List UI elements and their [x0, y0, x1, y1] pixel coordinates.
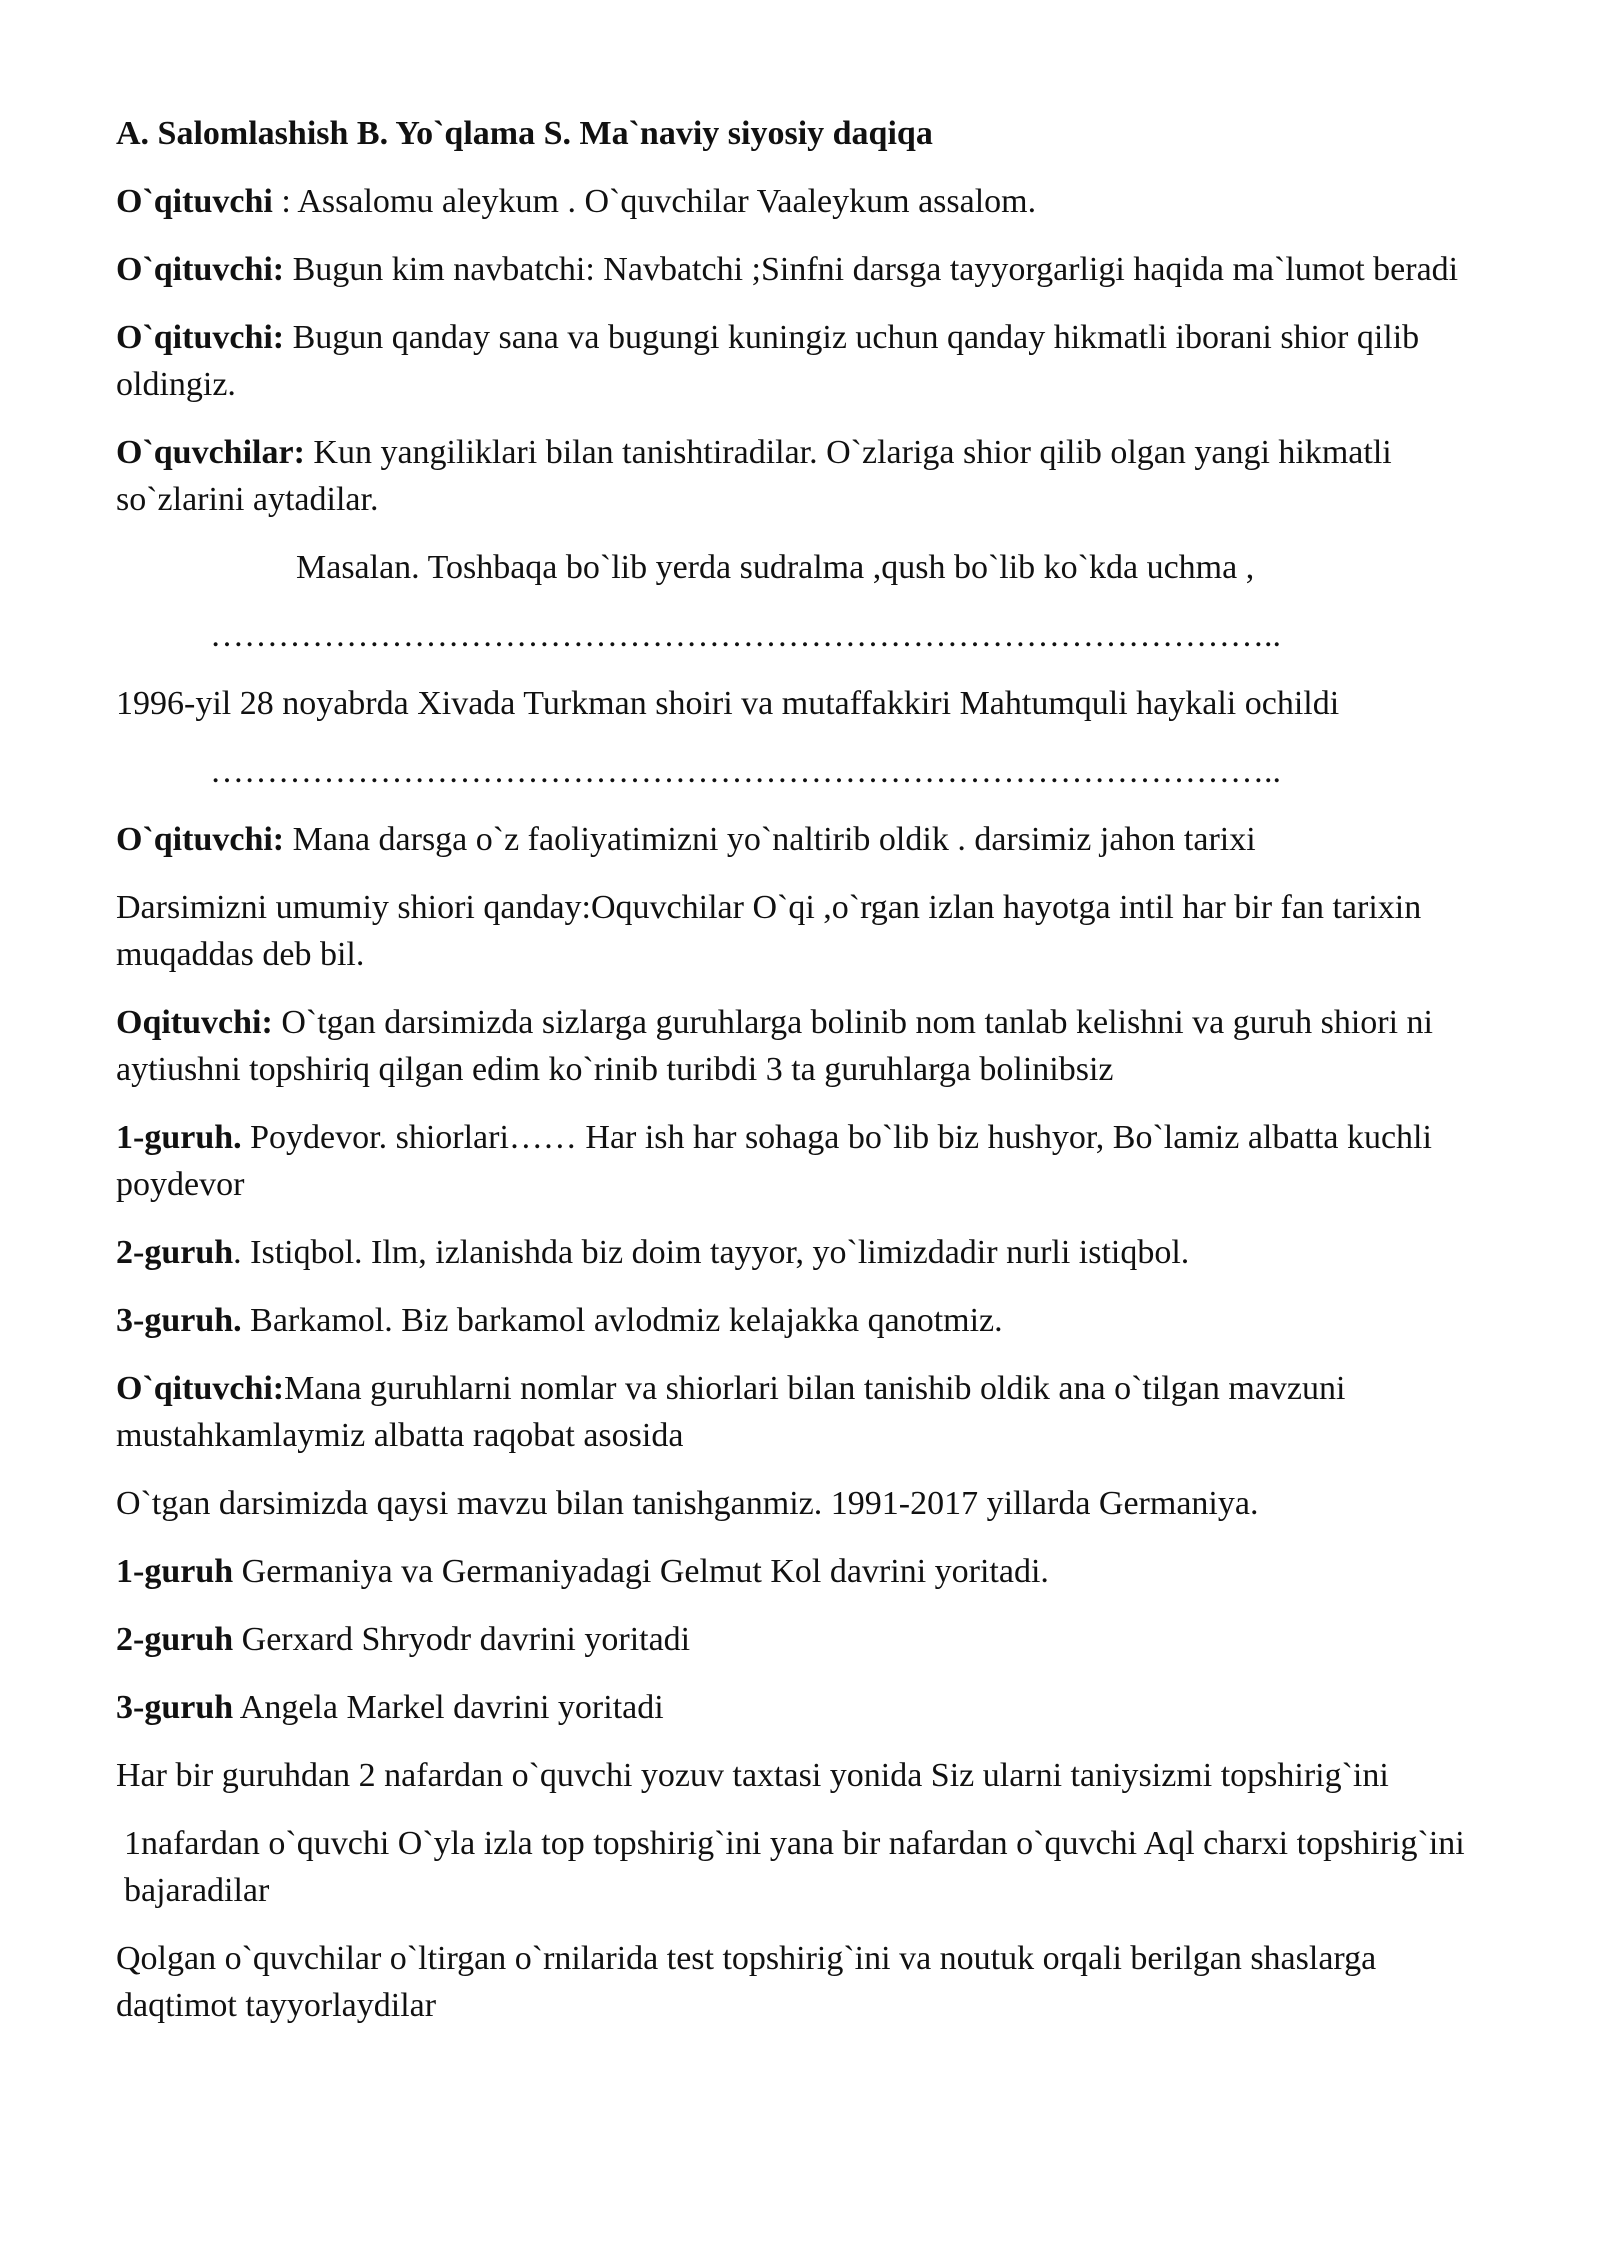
speaker-label: O`qituvchi:	[116, 821, 285, 858]
paragraph-motto: Darsimizni umumiy shiori qanday:Oquvchilar O`qi ,o`rgan izlan hayotga intil har bir fan tarixin muqaddas deb bil.	[116, 889, 1422, 973]
speaker-label: O`qituvchi:	[116, 319, 285, 356]
assignment-group-3: 3-guruh Angela Markel davrini yoritadi	[116, 1689, 664, 1726]
paragraph-teacher-groups: Oqituvchi: O`tgan darsimizda sizlarga guruhlarga bolinib nom tanlab kelishni va guruh shiori ni aytiushni topshiriq qilgan edim ko`rinib turibdi 3 ta guruhlarga bolinibsiz	[116, 1004, 1433, 1088]
group-3-motto: 3-guruh. Barkamol. Biz barkamol avlodmiz kelajakka qanotmiz.	[116, 1302, 1003, 1339]
document-title: A. Salomlashish B. Yo`qlama S. Ma`naviy siyosiy daqiqa	[116, 115, 933, 152]
speaker-label: O`qituvchi:	[116, 1370, 285, 1407]
group-label: 1-guruh.	[116, 1119, 242, 1156]
paragraph-tasks: 1nafardan o`quvchi O`yla izla top topshirig`ini yana bir nafardan o`quvchi Aql charxi topshirig`ini bajaradilar	[124, 1825, 1465, 1909]
group-label: 3-guruh.	[116, 1302, 242, 1339]
speaker-label: O`qituvchi:	[116, 251, 285, 288]
paragraph-board-task: Har bir guruhdan 2 nafardan o`quvchi yozuv taxtasi yonida Siz ularni taniysizmi topshirig`ini	[116, 1757, 1389, 1794]
speaker-label: O`quvchilar:	[116, 434, 305, 471]
assignment-group-2: 2-guruh Gerxard Shryodr davrini yoritadi	[116, 1621, 691, 1658]
group-1-motto: 1-guruh. Poydevor. shiorlari…… Har ish har sohaga bo`lib biz hushyor, Bo`lamiz albatta kuchli poydevor	[116, 1119, 1432, 1203]
speaker-label: Oqituvchi:	[116, 1004, 273, 1041]
group-label: 2-guruh	[116, 1621, 234, 1658]
paragraph-date-question: O`qituvchi: Bugun qanday sana va bugungi kuningiz uchun qanday hikmatli iborani shior qilib oldingiz.	[116, 319, 1420, 403]
assignment-group-1: 1-guruh Germaniya va Germaniyadagi Gelmut Kol davrini yoritadi.	[116, 1553, 1049, 1590]
group-label: 3-guruh	[116, 1689, 234, 1726]
paragraph-students-news: O`quvchilar: Kun yangiliklari bilan tanishtiradilar. O`zlariga shior qilib olgan yangi hikmatli so`zlarini aytadilar.	[116, 434, 1392, 518]
paragraph-teacher-review: O`qituvchi:Mana guruhlarni nomlar va shiorlari bilan tanishib oldik ana o`tilgan mavzuni mustahkamlaymiz albatta raqobat asosida	[116, 1370, 1346, 1454]
dotted-line: …………………………………………………………………………………..	[210, 753, 1281, 790]
group-label: 1-guruh	[116, 1553, 234, 1590]
paragraph-rest: Qolgan o`quvchilar o`ltirgan o`rnilarida test topshirig`ini va noutuk orqali berilgan shaslarga daqtimot tayyorlaydilar	[116, 1940, 1377, 2024]
group-2-motto: 2-guruh. Istiqbol. Ilm, izlanishda biz doim tayyor, yo`limizdadir nurli istiqbol.	[116, 1234, 1190, 1271]
paragraph-duty: O`qituvchi: Bugun kim navbatchi: Navbatchi ;Sinfni darsga tayyorgarligi haqida ma`lumot beradi	[116, 251, 1459, 288]
paragraph-teacher-direction: O`qituvchi: Mana darsga o`z faoliyatimizni yo`naltirib oldik . darsimiz jahon tarixi	[116, 821, 1256, 858]
group-label: 2-guruh	[116, 1234, 234, 1271]
example-proverb: Masalan. Toshbaqa bo`lib yerda sudralma ,qush bo`lib ko`kda uchma ,	[296, 549, 1255, 586]
dotted-line: …………………………………………………………………………………..	[210, 617, 1281, 654]
event-line: 1996-yil 28 noyabrda Xivada Turkman shoiri va mutaffakkiri Mahtumquli haykali ochildi	[116, 685, 1340, 722]
speaker-label: O`qituvchi	[116, 183, 273, 220]
paragraph-greeting: O`qituvchi : Assalomu aleykum . O`quvchilar Vaaleykum assalom.	[116, 183, 1037, 220]
paragraph-previous-topic: O`tgan darsimizda qaysi mavzu bilan tanishganmiz. 1991-2017 yillarda Germaniya.	[116, 1485, 1259, 1522]
